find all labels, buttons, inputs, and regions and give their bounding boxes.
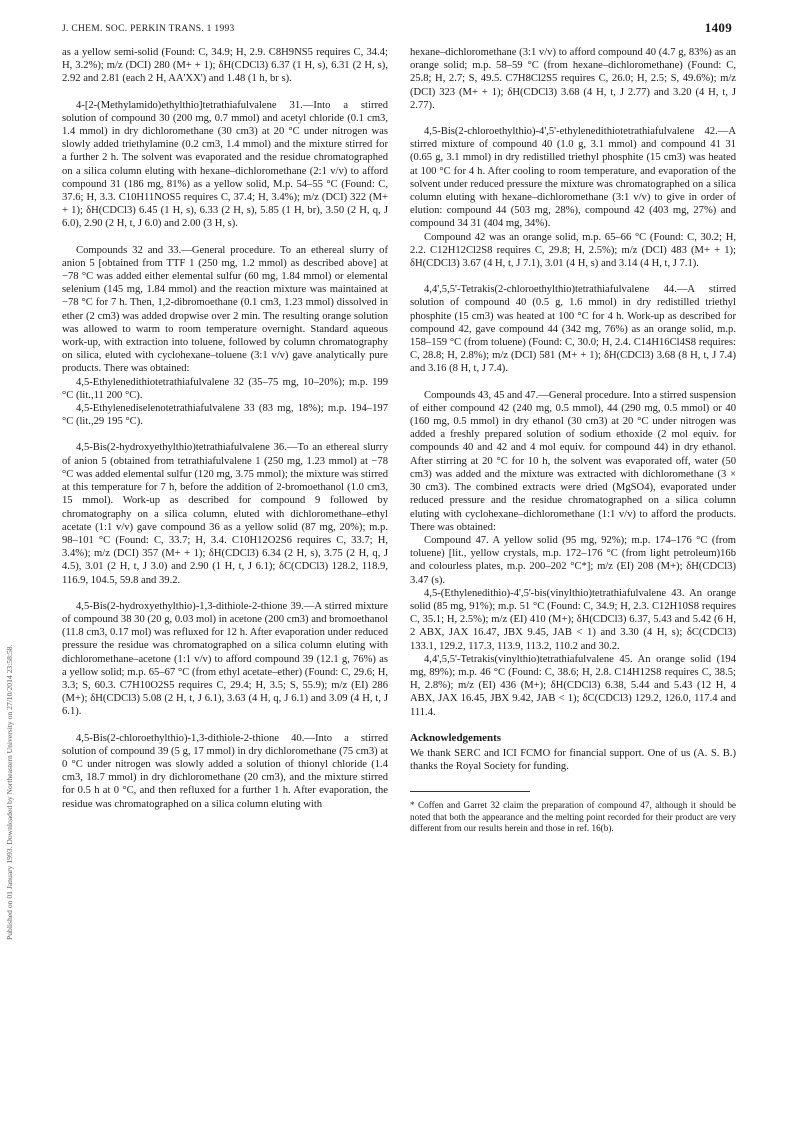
download-stamp-text: Published on 01 January 1993. Downloaded by Northeastern University on 27/10/2014 23:58:58.: [5, 644, 14, 940]
download-stamp: [2, 145, 16, 945]
acknowledgements-text: We thank SERC and ICI FCMO for financial support. One of us (A. S. B.) thanks the Royal Society for funding.: [410, 747, 736, 773]
footnote-rule: [410, 791, 530, 792]
paragraph: as a yellow semi-solid (Found: C, 34.9; H, 2.9. C8H9NS5 requires C, 34.4; H, 3.2%); m/z (DCI) 280 (M+ + 1); δH(CDCl3) 6.37 (1 H, s), 6.31 (2 H, s), 2.92 and 2.81 (each 2 H, AA'XX') and 1.48 (1 h, br s).: [62, 47, 388, 85]
acknowledgements-heading: Acknowledgements: [410, 731, 502, 744]
footnote: * Coffen and Garret 32 claim the preparation of compound 47, although it should be noted that both the appearance and the melting point recorded for their product are very different from our results herein and those in ref. 16(b).: [410, 800, 736, 834]
paragraph: 4,5-Bis(2-hydroxyethylthio)tetrathiafulvalene 36.—To an ethereal slurry of anion 5 (obtained from tetrathiafulvalene 1 (250 mg, 1.23 mmol) at −78 °C was added elemental sulfur (120 mg, 3.75 mmol); the mixture was stirred at this temperature for 7 h, before the addition of 2-bromoethanol (1.0 cm3, 15 mmol). Work-up as described for compound 9 followed by chromatography on a silica column, eluted with dichloromethane–ethyl acetate (1:1 v/v) gave compound 36 as a yellow solid (87 mg, 20%); m.p. 98–101 °C (Found: C, 33.7; H, 3.4. C10H12O2S6 requires C, 33.7; H, 3.4%); m/z (DCI) 357 (M+ + 1); δH(CDCl3) 6.34 (2 H, s), 3.75 (2 H, q, J 4.5), 3.01 (2 H, t, J 3.0) and 2.90 (1 H, t, J 6.1); δC(CDCl3) 128.2, 118.9, 116.9, 104.5, 59.8 and 39.2.: [62, 442, 388, 586]
paragraph: 4,4',5,5'-Tetrakis(2-chloroethylthio)tetrathiafulvalene 44.—A stirred solution of compound 40 (0.5 g, 1.6 mmol) in dry redistilled triethyl phosphite (15 cm3) was heated at 100 °C for 4 h. Work-up as described for compound 42, gave compound 44 (342 mg, 76%) as an orange solid, m.p. 158–159 °C (from toluene) (Found: C, 30.0; H, 2.4. C14H16Cl4S8 requires: C, 28.8; H, 2.8%); m/z (DCI) 581 (M+ + 1); δH(CDCl3) 3.68 (8 H, t, J 7.4) and 3.16 (8 H, t, J 7.4).: [410, 284, 736, 375]
paragraph: Compound 47. A yellow solid (95 mg, 92%); m.p. 174–176 °C (from toluene) [lit., yellow crystals, m.p. 172–176 °C (from light petroleum)16b and colourless plates, m.p. 200–202 °C*]; m/z (EI) 208 (M+); δH(CDCl3) 3.47 (s).: [410, 534, 736, 586]
paragraph: 4,4',5,5'-Tetrakis(vinylthio)tetrathiafulvalene 45. An orange solid (194 mg, 89%); m.p. 46 °C (Found: C, 38.6; H, 2.8. C14H12S8 requires C, 38.5; H, 2.8%); m/z (EI) 436 (M+); δH(CDCl3) 6.38, 5.44 and 5.43 (12 H, 4 ABX, JAX 16.45, JBX 9.42, JAB < 1); δC(CDCl3) 129.2, 126.0, 117.4 and 111.4.: [410, 653, 736, 718]
paragraph: hexane–dichloromethane (3:1 v/v) to afford compound 40 (4.7 g, 83%) as an orange solid; m.p. 58–59 °C (from hexane–dichloromethane) (Found: C, 25.8; H, 2.7; S, 49.5. C7H8Cl2S5 requires C, 26.0; H, 2.5; S, 49.6%); m/z (DCI) 323 (M+ + 1); δH(CDCl3) 3.68 (4 H, t, J 2.77) and 3.20 (4 H, t, J 2.77).: [410, 47, 736, 111]
paragraph: 4,5-Ethylenedithiotetrathiafulvalene 32 (35–75 mg, 10–20%); m.p. 199 °C (lit.,11 200 °C).: [62, 376, 388, 401]
paragraph: 4,5-Bis(2-hydroxyethylthio)-1,3-dithiole-2-thione 39.—A stirred mixture of compound 38 30 (20 g, 0.03 mol) in acetone (200 cm3) and bromoethanol (11.8 cm3, 0.17 mol) was refluxed for 12 h. After evaporation under reduced pressure the residue was chromatographed on a silica column eluting with dichloromethane–acetone (1:1 v/v) to afford compound 39 (12.1 g, 76%) as a yellow solid; m.p. 65–67 °C (from ethyl acetate–ether) (Found: C, 29.6; H, 3.3; S, 60.3. C7H10O2S5 requires C, 29.4; H, 3.5; S, 55.9); m/z (EI) 286 (M+); δH(CDCl3) 5.08 (2 H, t, J 6.1), 3.63 (4 H, q, J 6.1) and 3.09 (4 H, t, J 6.1).: [62, 600, 388, 718]
running-head: [62, 20, 732, 40]
journal-title: J. CHEM. SOC. PERKIN TRANS. 1 1993: [62, 24, 235, 34]
left-column: [62, 46, 388, 824]
paragraph: 4,5-Ethylenediselenotetrathiafulvalene 33 (83 mg, 18%); m.p. 194–197 °C (lit.,29 195 °C).: [62, 403, 388, 428]
page-number: 1409: [704, 20, 732, 35]
paragraph: Compound 42 was an orange solid, m.p. 65–66 °C (Found: C, 30.2; H, 2.2. C12H12Cl2S8 requires C, 29.8; H, 2.5%); m/z (DCI) 483 (M+ + 1); δH(CDCl3) 3.67 (4 H, t, J 7.1), 3.01 (4 H, s) and 3.14 (4 H, t, J 7.1).: [410, 231, 736, 270]
paragraph: 4,5-(Ethylenedithio)-4',5'-bis(vinylthio)tetrathiafulvalene 43. An orange solid (85 mg, 91%); m.p. 51 °C (Found: C, 34.9; H, 2.3. C12H10S8 requires C, 35.1; H, 2.5%); m/z (EI) 410 (M+); δH(CDCl3) 6.37, 5.43 and 5.42 (6 H, 2 ABX, JAX 16.47, JBX 9.45, JAB < 1) and 3.30 (4 H, s); δC(CDCl3) 133.1, 129.2, 117.3, 113.9, 113.2, 110.2 and 30.2.: [410, 587, 736, 652]
paragraph: 4,5-Bis(2-chloroethylthio)-1,3-dithiole-2-thione 40.—Into a stirred solution of compound 39 (5 g, 17 mmol) in dry dichloromethane (75 cm3) at 0 °C under nitrogen was slowly added a solution of thionyl chloride (1.4 cm3, 18.7 mmol) in dry dichloromethane (20 cm3), and the mixture stirred for 0.5 h at 0 °C, and then refluxed for a further 1 h. After evaporation, the residue was chromatographed on a silica column eluting with: [62, 732, 388, 810]
paragraph: 4-[2-(Methylamido)ethylthio]tetrathiafulvalene 31.—Into a stirred solution of compound 30 (200 mg, 0.7 mmol) and acetyl chloride (0.1 cm3, 1.4 mmol) in dry dichloromethane (30 cm3) at 20 °C under nitrogen was slowly added triethylamine (0.2 cm3, 1.4 mmol) and the mixture stirred for a further 2 h. The solvent was evaporated and the residue chromatographed on a silica column eluting with hexane–dichloromethane (2:1 v/v) to afford compound 31 (186 mg, 81%) as a yellow solid, M.p. 54–55 °C (Found: C, 37.6; H, 3.3. C10H11NOS5 requires C, 37.4; H, 3.4%); m/z (DCI) 322 (M+ + 1); δH(CDCl3) 6.45 (1 H, s), 6.33 (2 H, s), 5.85 (1 H, br), 3.50 (2 H, q, J 6.0), 2.90 (2 H, t, J 6.0) and 2.00 (3 H, s).: [62, 99, 388, 230]
right-column: [410, 46, 736, 835]
paragraph: Compounds 43, 45 and 47.—General procedure. Into a stirred suspension of either compound 42 (240 mg, 0.5 mmol), 44 (290 mg, 0.5 mmol) or 40 (160 mg, 0.5 mmol) in dry ethanol (30 cm3) at 20 °C under nitrogen was added a freshly prepared solution of sodium ethoxide (2 mol equiv. for compounds 40 and 42 and 4 mol equiv. for compound 44) in dry ethanol. After stirring at 20 °C for 10 h, the solvent was evaporated off, water (50 cm3) was added and the mixture was extracted with dichloromethane (3 × 30 cm3). The combined extracts were dried (MgSO4), evaporated under reduced pressure and the residue chromatographed on a silica column eluting with cyclohexane–dichloromethane (1:1 v/v) to afford the products. There was obtained:: [410, 389, 736, 533]
paragraph: 4,5-Bis(2-chloroethylthio)-4',5'-ethylenedithiotetrathiafulvalene 42.—A stirred mixture of compound 40 (1.0 g, 3.1 mmol) and compound 41 31 (0.65 g, 3.1 mmol) in dry redistilled triethyl phosphite (15 cm3) was heated at 100 °C for 4 h. After cooling to room temperature, and evaporation of the solvent under reduced pressure the mixture was chromatographed on a silica column eluting with hexane–dichloromethane (3:1 v/v) to give in order of elution: compound 44 (503 mg, 28%), compound 42 (403 mg, 27%) and compound 34 31 (404 mg, 34%).: [410, 126, 736, 230]
paragraph: Compounds 32 and 33.—General procedure. To an ethereal slurry of anion 5 [obtained from TTF 1 (250 mg, 1.2 mmol) as described above] at −78 °C was added either elemental sulfur (60 mg, 1.84 mmol) or elemental selenium (145 mg, 1.84 mmol) and the reaction mixture was maintained at −78 °C for 7 h. Then, 1,2-dibromoethane (0.1 cm3, 1.23 mmol) dissolved in ether (2 cm3) was added dropwise over 2 min. The resulting orange solution was allowed to warm to room temperature overnight. Standard aqueous work-up, with extraction into toluene, followed by column chromatography on silica, eluted with cyclohexane–toluene (3:1 v/v) gave analytically pure products. There was obtained:: [62, 244, 388, 375]
